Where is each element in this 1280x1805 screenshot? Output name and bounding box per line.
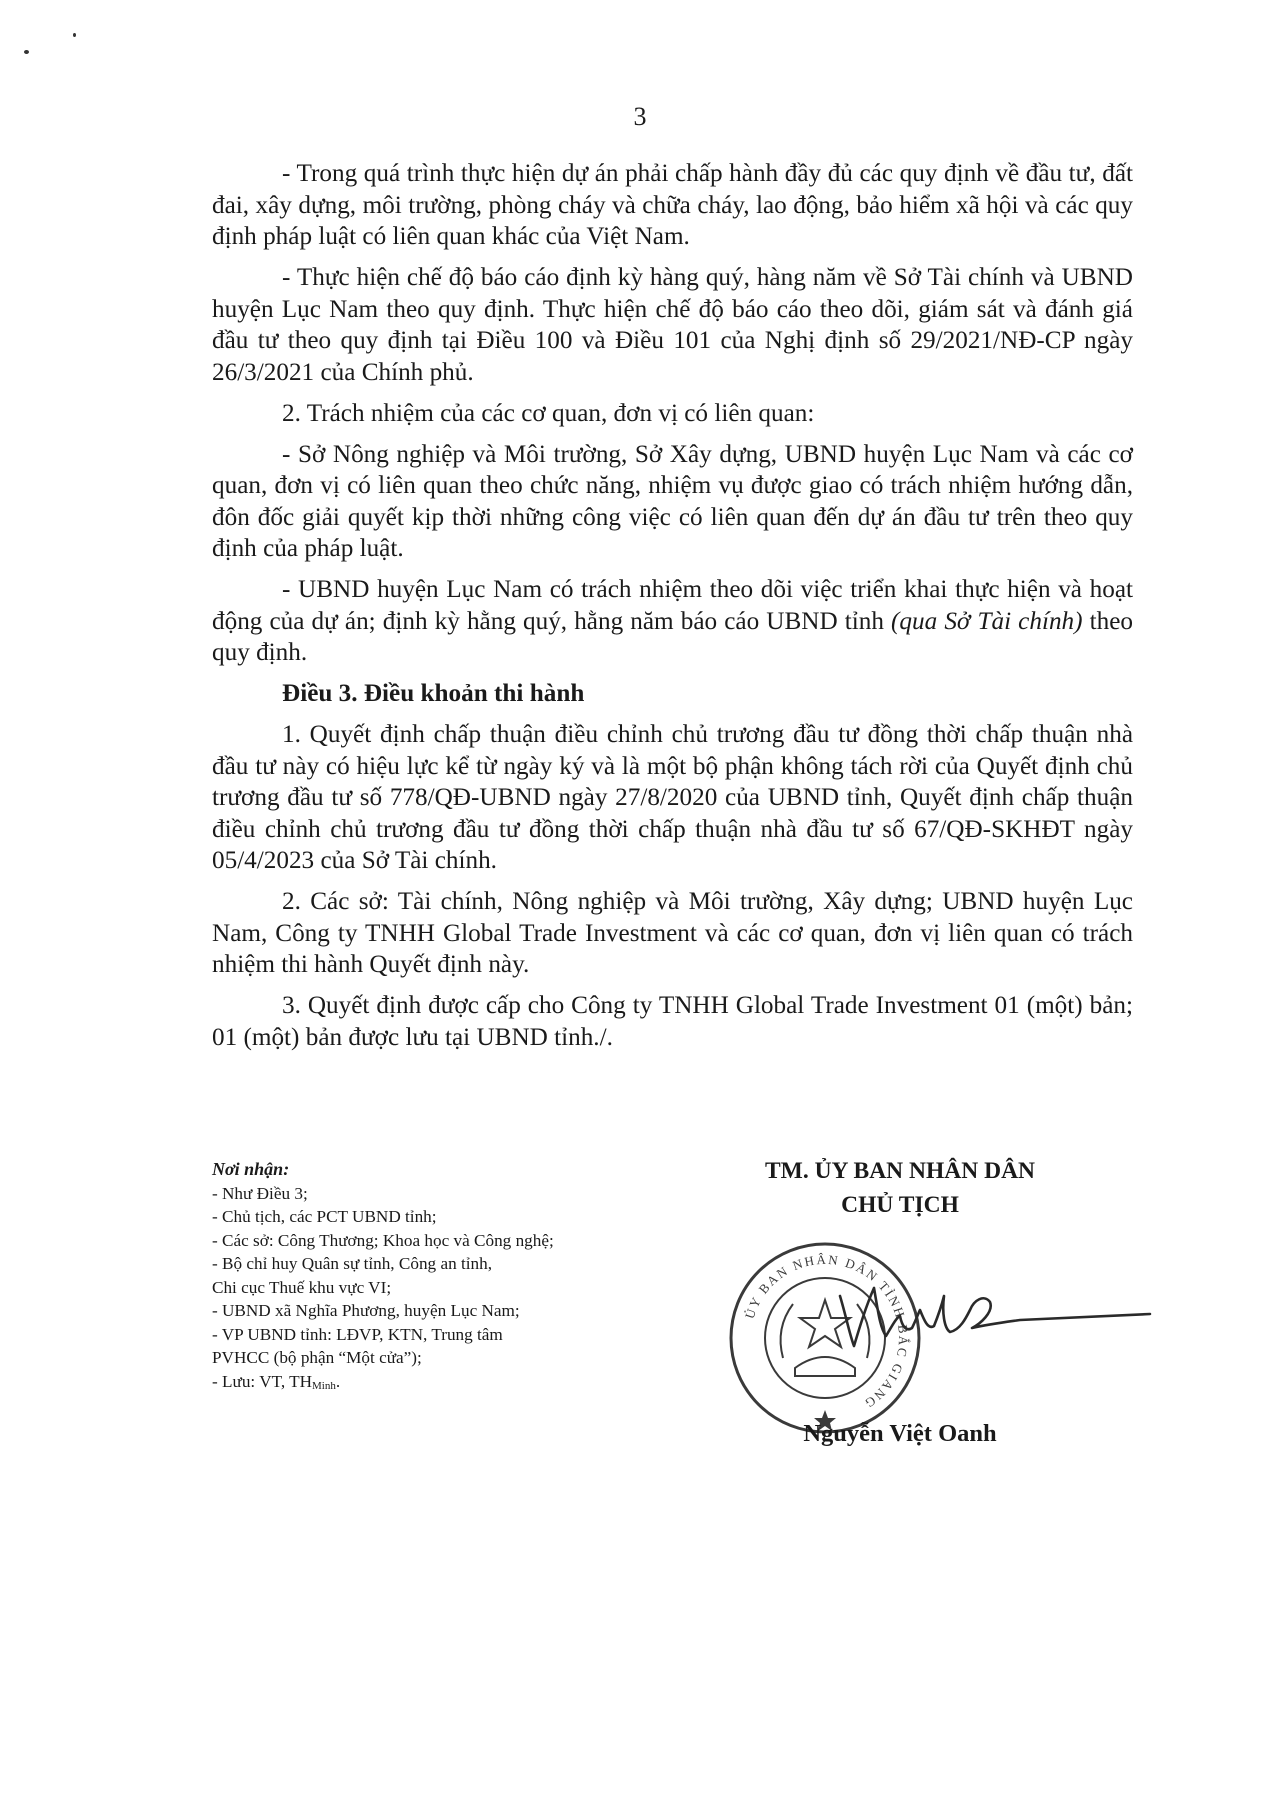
recipient-line: PVHCC (bộ phận “Một cửa”); [212,1348,422,1367]
signer-position: CHỦ TỊCH [841,1192,959,1218]
recipient-line: - Lưu: VT, $TH_{Minh}$. [212,1371,341,1392]
recipient-line: - Bộ chỉ huy Quân sự tỉnh, Công an tỉnh, [212,1254,493,1273]
recipient-line: - UBND xã Nghĩa Phương, huyện Lục Nam; [212,1301,520,1320]
recipient-line: - VP UBND tỉnh: LĐVP, KTN, Trung tâm [212,1324,503,1344]
scan-speck [73,33,76,37]
recipient-line: Chi cục Thuế khu vực VI; [212,1277,392,1297]
paragraph: - Thực hiện chế độ báo cáo định kỳ hàng quý, hàng năm về Sở Tài chính và UBND huyện Lục Nam theo quy định. Thực hiện chế độ báo cáo theo dõi, giám sát và đánh giá đầu tư theo quy định tại Điều 100 và Điều 101 của Nghị định số 29/2021/NĐ-CP ngày 26/3/2021 của Chính phủ. [212,264,1133,386]
paragraph: - Sở Nông nghiệp và Môi trường, Sở Xây dựng, UBND huyện Lục Nam và các cơ quan, đơn vị có liên quan theo chức năng, nhiệm vụ được giao có trách nhiệm hướng dẫn, đôn đốc giải quyết kịp thời những công việc có liên quan đến dự án đầu tư trên theo quy định của pháp luật. [212,440,1133,562]
recipient-line: - Chủ tịch, các PCT UBND tỉnh; [212,1207,437,1226]
scan-speck [24,50,29,54]
recipient-line: - Các sở: Công Thương; Khoa học và Công nghệ; [212,1230,554,1250]
paragraph-text: - UBND huyện Lục Nam có trách nhiệm theo dõi việc triển khai thực hiện và hoạt động của dự án; định kỳ hằng quý, hằng năm báo cáo UBND tỉnh [212,576,1133,635]
recipients-list [212,1158,682,1398]
paragraph: 2. Trách nhiệm của các cơ quan, đơn vị có liên quan: [282,399,815,427]
article-heading: Điều 3. Điều khoản thi hành [282,680,585,707]
document-body [212,158,1133,1063]
recipient-line-text: - Lưu: VT, TH [212,1371,313,1391]
paragraph: 3. Quyết định được cấp cho Công ty TNHH Global Trade Investment 01 (một) bản; 01 (một) bản được lưu tại UBND tỉnh./. [212,992,1133,1051]
recipient-line: - Như Điều 3; [212,1183,308,1203]
page-number: 3 [633,102,647,131]
seal-text: ỦY BAN NHÂN DÂN TỈNH BẮC GIANG [741,1251,912,1412]
paragraph: 2. Các sở: Tài chính, Nông nghiệp và Môi trường, Xây dựng; UBND huyện Lục Nam, Công ty TNHH Global Trade Investment và các cơ quan, đơn vị liên quan có trách nhiệm thi hành Quyết định này. [212,888,1133,978]
paragraph: 1. Quyết định chấp thuận điều chỉnh chủ trương đầu tư đồng thời chấp thuận nhà đầu tư này có hiệu lực kể từ ngày ký và là một bộ phận không tách rời của Quyết định chủ trương đầu tư số 778/QĐ-UBND ngày 27/8/2020 của UBND tỉnh, Quyết định chấp thuận điều chỉnh chủ trương đầu tư đồng thời chấp thuận nhà đầu tư số 67/QĐ-SKHĐT ngày 05/4/2023 của Sở Tài chính. [212,721,1133,874]
signing-organization: TM. ỦY BAN NHÂN DÂN [764,1158,1036,1184]
paragraph [212,574,1133,669]
signer-name: Nguyễn Việt Oanh [803,1420,997,1447]
seal-wreath-left [781,1304,793,1358]
recipients-title: Nơi nhận: [212,1159,290,1179]
paragraph: - Trong quá trình thực hiện dự án phải chấp hành đầy đủ các quy định về đầu tư, đất đai, xây dựng, môi trường, phòng cháy và chữa cháy, lao động, bảo hiểm xã hội và các quy định pháp luật có liên quan khác của Việt Nam. [212,160,1133,250]
italic-note: (qua Sở Tài chính) [891,607,1083,635]
recipient-line-subscript: Minh [312,1379,336,1392]
handwritten-signature [820,1266,1160,1366]
paragraph-text: theo quy định. [212,607,1134,666]
